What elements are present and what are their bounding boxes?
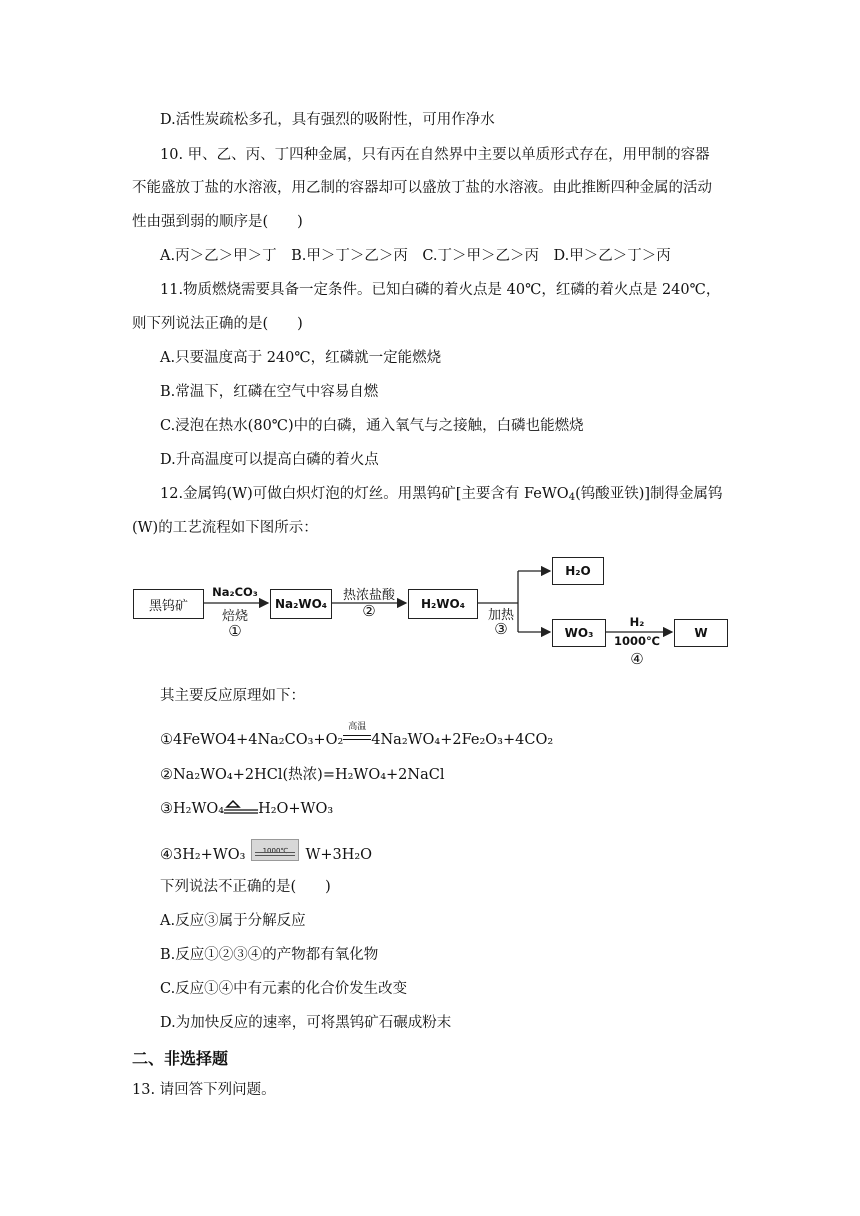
- q11-stem-line2: 则下列说法正确的是( ): [132, 316, 303, 332]
- q13-stem: 13. 请回答下列问题。: [132, 1082, 276, 1098]
- flow-step1-reagent: Na₂CO₃: [212, 585, 258, 599]
- q11-option-c: C.浸泡在热水(80℃)中的白磷，通入氧气与之接触，白磷也能燃烧: [160, 418, 584, 434]
- q11-option-a: A.只要温度高于 240℃，红磷就一定能燃烧: [160, 350, 442, 366]
- equation-4-condition: 1000℃: [251, 839, 299, 861]
- q10-stem-line1: 10. 甲、乙、丙、丁四种金属，只有丙在自然界中主要以单质形式存在，用甲制的容器: [160, 147, 710, 163]
- flow-box-h2o: H₂O: [552, 557, 604, 585]
- equation-2: ②Na₂WO₄+2HCl(热浓)=H₂WO₄+2NaCl: [160, 767, 445, 783]
- flow-step3-condition: 加热: [487, 608, 514, 623]
- flow-step4-condition: 1000℃: [614, 634, 660, 648]
- q11-option-b: B.常温下，红磷在空气中容易自燃: [160, 384, 379, 400]
- q12-stem-line2: (W)的工艺流程如下图所示：: [132, 520, 318, 536]
- flow-box-w: W: [674, 619, 728, 647]
- q12-stem-line1: 12.金属钨(W)可做白炽灯泡的灯丝。用黑钨矿[主要含有 FeWO$_4$(钨酸亚铁)]制得金属钨: [160, 486, 723, 503]
- q12-option-c: C.反应①④中有元素的化合价发生改变: [160, 981, 408, 997]
- equation-1-condition: 高温: [343, 730, 371, 750]
- q10-stem-line3: 性由强到弱的顺序是( ): [132, 214, 303, 230]
- q12-option-d: D.为加快反应的速率，可将黑钨矿石碾成粉末: [160, 1015, 452, 1031]
- equation-1: ①4FeWO4+4Na₂CO₃+O₂ 高温 4Na₂WO₄+2Fe₂O₃+4CO₂: [160, 722, 554, 748]
- flow-step4-number: ④: [630, 650, 644, 668]
- principle-title: 其主要反应原理如下：: [160, 688, 305, 704]
- heat-triangle-icon: [224, 799, 258, 815]
- equation-4: ④3H₂+WO₃ 1000℃ W+3H₂O: [160, 839, 372, 865]
- q11-stem-line1: 11.物质燃烧需要具备一定条件。已知白磷的着火点是 40℃，红磷的着火点是 240℃，: [160, 282, 721, 298]
- flow-step1-number: ①: [228, 622, 242, 640]
- flow-step1-condition: 焙烧: [221, 609, 248, 624]
- equation-3: ③H₂WO₄ H₂O+WO₃: [160, 801, 334, 817]
- q12-question: 下列说法不正确的是( ): [160, 879, 331, 895]
- flow-box-wolframite: 黑钨矿: [133, 589, 204, 619]
- q12-option-b: B.反应①②③④的产物都有氧化物: [160, 947, 379, 963]
- flow-box-wo3: WO₃: [552, 619, 606, 647]
- flow-box-h2wo4: H₂WO₄: [408, 589, 478, 619]
- section-heading-non-choice: 二、非选择题: [132, 1049, 229, 1068]
- q9-option-d: D.活性炭疏松多孔，具有强烈的吸附性，可用作净水: [160, 112, 495, 128]
- flow-step2-number: ②: [362, 602, 376, 620]
- flow-box-na2wo4: Na₂WO₄: [270, 589, 332, 619]
- q11-option-d: D.升高温度可以提高白磷的着火点: [160, 452, 379, 468]
- flow-step3-number: ③: [494, 620, 508, 638]
- q10-options: A.丙＞乙＞甲＞丁 B.甲＞丁＞乙＞丙 C.丁＞甲＞乙＞丙 D.甲＞乙＞丁＞丙: [160, 248, 671, 264]
- q12-option-a: A.反应③属于分解反应: [160, 913, 306, 929]
- q10-stem-line2: 不能盛放丁盐的水溶液，用乙制的容器却可以盛放丁盐的水溶液。由此推断四种金属的活动: [132, 180, 712, 196]
- flow-step2-reagent: 热浓盐酸: [342, 588, 395, 603]
- flow-step4-reagent: H₂: [629, 615, 645, 629]
